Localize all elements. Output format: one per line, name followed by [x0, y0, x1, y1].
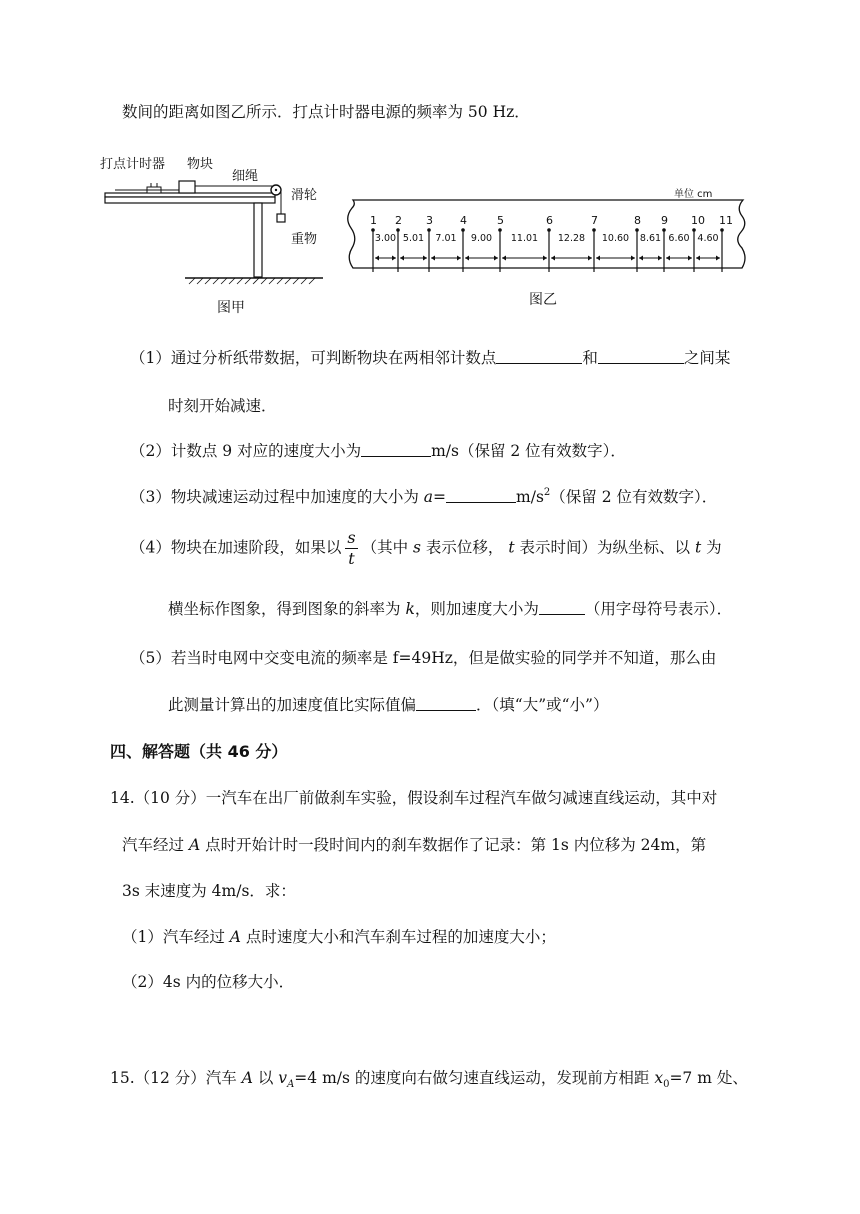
q4-text-a: （4）物块在加速阶段，如果以 [130, 538, 342, 557]
weight-icon [277, 214, 285, 222]
q4-text-d: 表示时间）为纵坐标、以 [514, 538, 695, 557]
q3-var-a: a [423, 488, 434, 506]
p14-sub1-b: 点时速度大小和汽车刹车过程的加速度大小； [241, 928, 556, 946]
tape-segment-label: 10.60 [601, 233, 630, 244]
p15-var-v: v [278, 1069, 288, 1087]
q5-line-1: （5）若当时电网中交变电流的频率是 f=49Hz，但是做实验的同学并不知道，那么由 [130, 649, 717, 667]
q1-text-b: 和 [582, 349, 598, 367]
p14-text-2b: 点时开始计时一段时间内的刹车数据作了记录：第 1s 内位移为 24m，第 [200, 836, 707, 854]
tape-segment-label: 11.01 [510, 233, 539, 244]
tape-point-label: 10 [691, 214, 705, 227]
figure-tape [338, 178, 758, 313]
tape-segment-label: 4.60 [697, 233, 719, 244]
p15-text-c: =4 m/s 的速度向右做匀速直线运动，发现前方相距 [294, 1069, 655, 1087]
q3-unit: m/s [516, 488, 544, 506]
q2-line [130, 439, 626, 461]
tape-point-label: 7 [591, 214, 598, 227]
q5-blank[interactable] [416, 696, 476, 711]
p15-line-1 [110, 1066, 748, 1090]
q4-var-k: k [405, 600, 415, 618]
q4-blank[interactable] [539, 600, 585, 615]
q1-line-1 [130, 346, 730, 368]
label-pulley: 滑轮 [291, 188, 318, 203]
intro-line: 数间的距离如图乙所示．打点计时器电源的频率为 50 Hz． [122, 103, 530, 121]
p14-sub1-var-a: A [229, 928, 241, 946]
p15-text-d: =7 m 处、 [669, 1069, 748, 1087]
q3-blank[interactable] [446, 488, 516, 503]
tape-point-label: 5 [497, 214, 504, 227]
q3-line [130, 485, 717, 507]
q1-text-a: （1）通过分析纸带数据，可判断物块在两相邻计数点 [130, 349, 497, 367]
label-rope: 细绳 [232, 169, 259, 184]
tape-point-label: 8 [634, 214, 641, 227]
figure-apparatus [95, 150, 335, 320]
tape-segment-label: 12.28 [557, 233, 586, 244]
tape-segment-label: 8.61 [639, 233, 662, 244]
q2-text-b: m/s（保留 2 位有效数字）． [431, 442, 626, 460]
tape-point-label: 9 [661, 214, 668, 227]
p15-var-a: A [241, 1069, 253, 1087]
q3-eq: = [433, 488, 447, 506]
p15-text-a: 15.（12 分）汽车 [110, 1069, 242, 1087]
p14-sub-2: （2）4s 内的位移大小． [122, 973, 295, 991]
q1-line-2: 时刻开始减速． [168, 397, 277, 415]
q4-var-s: s [413, 538, 421, 557]
p14-var-a: A [188, 836, 201, 854]
p15-var-x: x [654, 1069, 664, 1087]
section-title: 四、解答题（共 46 分） [110, 742, 288, 761]
p15-text-b: 以 [252, 1069, 279, 1087]
tape-segment-label: 6.60 [668, 233, 690, 244]
q4-text-f: 横坐标作图象，得到图象的斜率为 [168, 600, 406, 618]
q1-text-c: 之间某 [683, 349, 731, 367]
p15-var-v-sub: A [287, 1079, 295, 1090]
tape-segment-label: 7.01 [435, 233, 457, 244]
q2-blank[interactable] [361, 442, 431, 457]
q4-text-h: （用字母符号表示）． [584, 600, 733, 618]
q1-blank-1[interactable] [496, 349, 582, 364]
tape-segment-label: 5.01 [402, 233, 425, 244]
unit-label: 单位 cm [674, 189, 713, 200]
q4-text-b: （其中 [361, 538, 414, 557]
tape-point-label: 4 [460, 214, 467, 227]
q4-var-t2: t [694, 538, 702, 557]
tape-point-label: 2 [395, 214, 402, 227]
q4-text-e: 为 [701, 538, 722, 557]
q4-text-c: 表示位移， [421, 538, 509, 557]
q4-frac-num: s [347, 528, 356, 547]
tape-segment-label: 9.00 [470, 233, 493, 244]
q3-text-a: （3）物块减速运动过程中加速度的大小为 [130, 488, 424, 506]
p14-line-1: 14.（10 分）一汽车在出厂前做刹车实验，假设刹车过程汽车做匀减速直线运动，其中对 [110, 789, 718, 807]
q4-line-1 [130, 528, 722, 569]
q2-text-a: （2）计数点 9 对应的速度大小为 [130, 442, 362, 460]
p14-sub1-a: （1）汽车经过 [122, 928, 230, 946]
q5-text-c: ．（填“大”或“小”） [476, 696, 609, 714]
q1-blank-2[interactable] [598, 349, 684, 364]
tape-segment-label: 3.00 [374, 233, 397, 244]
label-weight: 重物 [291, 232, 318, 247]
tape-point-label: 6 [546, 214, 553, 227]
label-timer: 打点计时器 [100, 157, 166, 172]
q3-text-b: （保留 2 位有效数字）． [550, 488, 718, 506]
tape-point-label: 3 [426, 214, 433, 227]
q4-text-g: ，则加速度大小为 [414, 600, 539, 618]
tape-point-label: 1 [370, 214, 377, 227]
p14-line-3: 3s 末速度为 4m/s．求： [122, 882, 296, 900]
q5-text-b: 此测量计算出的加速度值比实际值偏 [168, 696, 417, 714]
caption-figure-b: 图乙 [529, 292, 557, 308]
q4-line-2 [168, 597, 732, 619]
q3-exp: 2 [543, 487, 551, 498]
p14-text-2a: 汽车经过 [122, 836, 189, 854]
caption-figure-a: 图甲 [217, 300, 245, 316]
p14-line-2 [122, 833, 706, 855]
label-block: 物块 [187, 157, 214, 172]
tape-point-label: 11 [719, 214, 733, 227]
q4-fraction [345, 528, 357, 569]
q4-frac-den: t [348, 549, 355, 568]
p15-var-x-sub: 0 [663, 1079, 670, 1090]
q5-line-2 [168, 693, 608, 715]
p14-sub-1 [122, 925, 556, 947]
q4-var-t: t [508, 538, 515, 557]
